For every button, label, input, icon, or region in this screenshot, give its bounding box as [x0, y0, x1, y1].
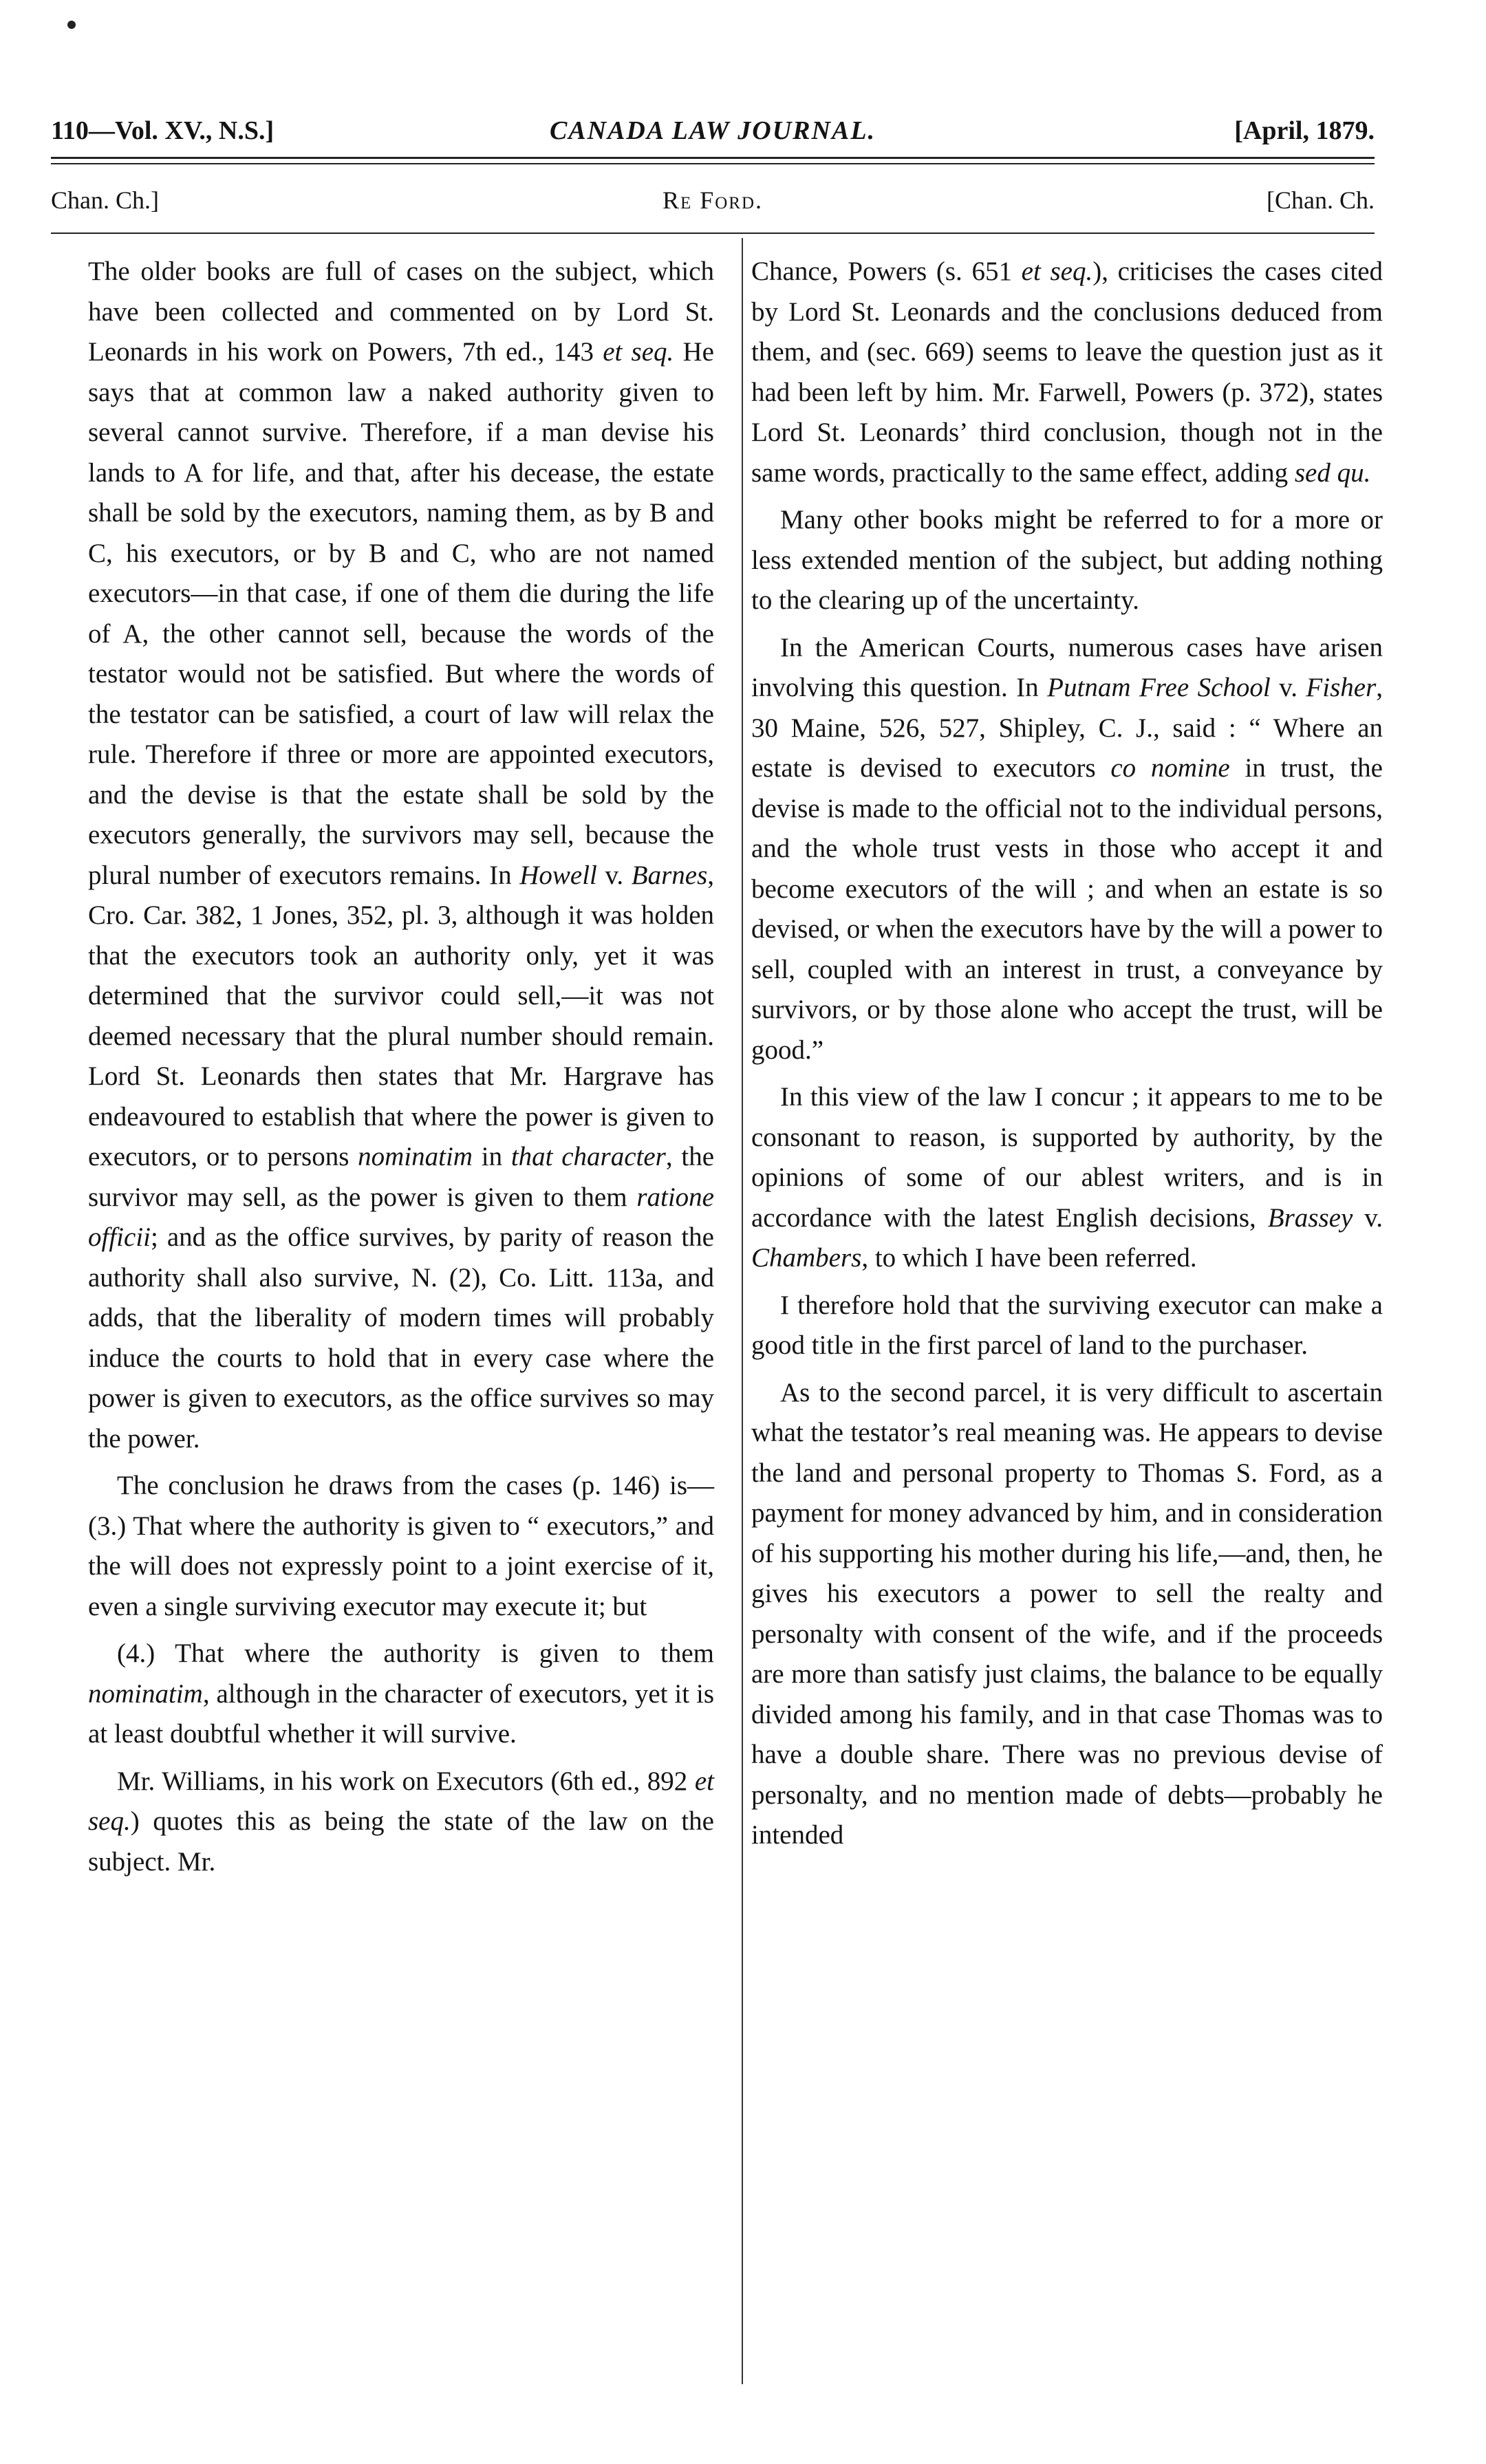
paragraph [88, 1762, 714, 1883]
page-reference: 110—Vol. XV., N.S.] [51, 116, 274, 145]
paragraph [751, 1077, 1383, 1279]
paragraph: As to the second parcel, it is very difficult to ascertain what the testator’s real meaning was. He appears to devise the land and personal property to Thomas S. Ford, as a payment for money advanced by him, and in consideration of his supporting his mother during his life,—and, then, he gives his executors a power to sell the realty and personalty with consent of the wife, and if the proceeds are more than satisfy just claims, the balance to be equally divided among his family, and in that case Thomas was to have a double share. There was no previous devise of personalty, and no mention made of debts—probably he intended [751, 1377, 1383, 1850]
ink-speck [67, 21, 76, 29]
text-run: In the American Courts, numerous cases have arisen involving this question. In [751, 632, 1383, 702]
journal-title: CANADA LAW JOURNAL. [549, 116, 876, 145]
paragraph [751, 252, 1383, 493]
text-run: ) quotes this as being the state of the law on the subject. Mr. [88, 1806, 714, 1877]
right-column [751, 252, 1383, 1856]
paragraph: I therefore hold that the surviving executor can make a good title in the first parcel of land to the purchaser. [751, 1290, 1383, 1360]
italic-run: Putnam Free School [1047, 673, 1271, 702]
text-run: in [472, 1142, 511, 1171]
text-run: , to which I have been referred. [861, 1243, 1197, 1273]
italic-run: Fisher [1306, 673, 1377, 702]
paragraph [88, 1634, 714, 1755]
italic-run: Brassey [1267, 1202, 1353, 1233]
case-name: Re Ford. [662, 186, 764, 214]
running-header [51, 116, 1375, 151]
header-rule-thin [51, 163, 1375, 164]
header-rule-thick [51, 157, 1375, 159]
italic-run: sed qu. [1294, 457, 1371, 488]
text-run: ; and as the office survives, by parity of reason the authority shall also survive, N. (2), Co. Litt. 113a, and adds, that the liberality of modern times will probably induce the courts to hold that in every case where the power is given to executors, as the office survives so may the power. [88, 1222, 714, 1453]
italic-run: Chambers [751, 1243, 862, 1273]
issue-date: [April, 1879. [1234, 116, 1375, 145]
column-divider [742, 238, 743, 2384]
italic-run: ratione officii [88, 1182, 714, 1252]
paragraph: The conclusion he draws from the cases (p. 146) is—(3.) That where the authority is given to “ executors,” and the will does not expressly point to a joint exercise of it, even a single surviving executor may execute it; but [88, 1471, 714, 1621]
text-run: Mr. Williams, in his work on Executors (6th ed., 892 [117, 1766, 695, 1796]
case-header [51, 186, 1375, 220]
text-run: v. [596, 860, 632, 890]
italic-run: et seq. [603, 337, 674, 367]
text-run: He says that at common law a naked authority given to several cannot survive. Therefore, if a man devise his lands to A for life, and that, after his decease, the estate shall be sold by the executors, naming them, as by B and C, his executors, or by B and C, who are not named executors—in that case, if one of them die during the life of A, the other cannot sell, because the words of the testator would not be satisfied. But where the words of the testator can be satisfied, a court of law will relax the rule. Therefore if three or more are appointed executors, and the devise is that the estate shall be sold by the executors generally, the survivors may sell, because the plural number of executors remains. In [88, 337, 714, 890]
case-header-rule [51, 233, 1375, 234]
text-run: The older books are full of cases on the subject, which have been collected and commented on by Lord St. Leonards in his work on Powers, 7th ed., 143 [88, 257, 714, 367]
text-run: (4.) That where the authority is given to them [117, 1639, 714, 1668]
text-run: In this view of the law I concur ; it appears to me to be consonant to reason, is supported by authority, by the opinions of some of our ablest writers, and is in accordance with the latest English decisions, [751, 1082, 1383, 1233]
paragraph: Many other books might be referred to for a more or less extended mention of the subject, but adding nothing to the clearing up of the uncertainty. [751, 505, 1383, 615]
italic-run: et seq. [1021, 257, 1093, 286]
paragraph [88, 252, 714, 1459]
text-run: , the survivor may sell, as the power is given to them [88, 1142, 714, 1212]
text-run: , 30 Maine, 526, 527, Shipley, C. J., said : “ Where an estate is devised to executors [751, 673, 1383, 783]
italic-run: et seq. [88, 1766, 714, 1836]
text-run: v. [1270, 673, 1306, 702]
italic-run: nominatim [358, 1142, 473, 1171]
court-right: [Chan. Ch. [1267, 186, 1375, 214]
text-run: ), criticises the cases cited by Lord St. Leonards and the conclusions deduced from them, and (sec. 669) seems to leave the question just as it had been left by him. Mr. Farwell, Powers (p. 372), states Lord St. Leonards’ third conclusion, though not in the same words, practically to the same effect, adding [751, 257, 1383, 488]
text-run: , Cro. Car. 382, 1 Jones, 352, pl. 3, although it was holden that the executors took an authority only, yet it was determined that the survivor could sell,—it was not deemed necessary that the plural number should remain. Lord St. Leonards then states that Mr. Hargrave has endeavoured to establish that where the power is given to executors, or to persons [88, 860, 715, 1171]
italic-run: Howell [519, 860, 597, 890]
text-run: in trust, the devise is made to the official not to the individual persons, and the whole trust vests in those who accept it and become executors of the will ; and when an estate is so devised, or when the executors have by the will a power to sell, coupled with an interest in trust, a conveyance by survivors, or by those alone who accept the trust, will be good.” [751, 753, 1383, 1065]
italic-run: co nomine [1110, 753, 1230, 783]
text-run: , although in the character of executors, yet it is at least doubtful whether it will survive. [88, 1678, 714, 1749]
italic-run: nominatim [88, 1678, 203, 1709]
court-left: Chan. Ch.] [51, 186, 159, 214]
italic-run: Barnes [631, 860, 708, 890]
paragraph [751, 628, 1383, 1071]
text-run: v. [1353, 1202, 1383, 1233]
left-column [88, 252, 714, 1882]
italic-run: that character [510, 1142, 666, 1171]
text-run: Chance, Powers (s. 651 [751, 257, 1022, 286]
